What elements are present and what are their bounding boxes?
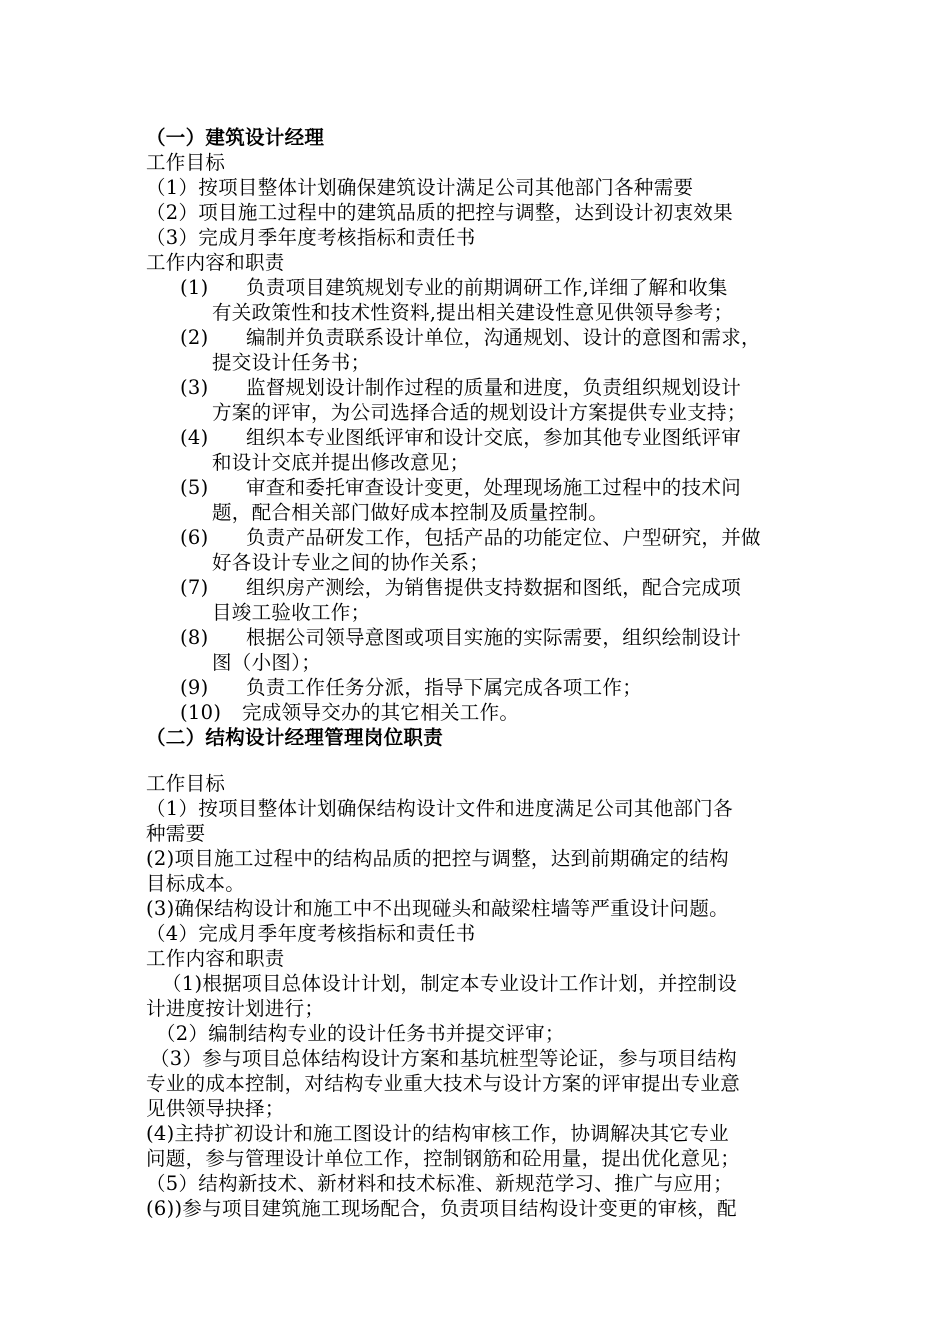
section2-goal-line: (3)确保结构设计和施工中不出现碰头和敲梁柱墙等严重设计问题。 <box>146 897 729 920</box>
section1-duties-label: 工作内容和职责 <box>146 251 285 274</box>
duty-text: 组织房产测绘，为销售提供支持数据和图纸，配合完成项 <box>246 576 742 599</box>
duty-text-cont: 有关政策性和技术性资料,提出相关建设性意见供领导参考； <box>212 301 734 324</box>
section1-goal: （3）完成月季年度考核指标和责任书 <box>146 226 476 249</box>
duty-text-cont: 提交设计任务书； <box>212 351 371 374</box>
duty-text: 审查和委托审查设计变更，处理现场施工过程中的技术问 <box>246 476 742 499</box>
section1-goals-label: 工作目标 <box>146 151 226 174</box>
section1-goal: （2）项目施工过程中的建筑品质的把控与调整，达到设计初衷效果 <box>146 201 733 224</box>
duty-text: 负责产品研发工作，包括产品的功能定位、户型研究，并做 <box>246 526 761 549</box>
section2-duty-line: (6))参与项目建筑施工现场配合，负责项目结构设计变更的审核，配 <box>146 1197 737 1220</box>
duty-text-cont: 好各设计专业之间的协作关系； <box>212 551 490 574</box>
section2-duty-line: （5）结构新技术、新材料和技术标准、新规范学习、推广与应用； <box>146 1172 733 1195</box>
section2-goals-label: 工作目标 <box>146 772 226 795</box>
section2-duty-line: （1)根据项目总体设计计划，制定本专业设计工作计划，并控制设 <box>162 972 738 995</box>
section2-duty-line: 计进度按计划进行； <box>146 997 325 1020</box>
section2-heading: （二）结构设计经理管理岗位职责 <box>146 726 444 749</box>
duty-text: 监督规划设计制作过程的质量和进度，负责组织规划设计 <box>246 376 742 399</box>
duty-number: (1) <box>180 276 209 299</box>
duty-text: 负责项目建筑规划专业的前期调研工作,详细了解和收集 <box>246 276 728 299</box>
section2-duty-line: 问题，参与管理设计单位工作，控制钢筋和砼用量，提出优化意见； <box>146 1147 741 1170</box>
section2-duty-line: (4)主持扩初设计和施工图设计的结构审核工作，协调解决其它专业 <box>146 1122 729 1145</box>
section2-goal-line: （1）按项目整体计划确保结构设计文件和进度满足公司其他部门各 <box>146 797 733 820</box>
duty-text: 根据公司领导意图或项目实施的实际需要，组织绘制设计 <box>246 626 742 649</box>
section2-goal-line: （4）完成月季年度考核指标和责任书 <box>146 922 476 945</box>
duty-number: (5) <box>180 476 209 499</box>
duty-text: 组织本专业图纸评审和设计交底，参加其他专业图纸评审 <box>246 426 742 449</box>
duty-number: (2) <box>180 326 209 349</box>
duty-number: (10) <box>180 701 222 724</box>
duty-number: (8) <box>180 626 209 649</box>
section2-duty-line: 见供领导抉择； <box>146 1097 285 1120</box>
section2-goal-line: 种需要 <box>146 822 206 845</box>
duty-number: (9) <box>180 676 209 699</box>
duty-text: 负责工作任务分派，指导下属完成各项工作； <box>246 676 643 699</box>
duty-text-cont: 图（小图）； <box>212 651 322 674</box>
section2-duties-label: 工作内容和职责 <box>146 947 285 970</box>
duty-number: (3) <box>180 376 209 399</box>
duty-number: (7) <box>180 576 209 599</box>
duty-text-cont: 目竣工验收工作； <box>212 601 371 624</box>
duty-text: 编制并负责联系设计单位，沟通规划、设计的意图和需求， <box>246 326 761 349</box>
duty-text-cont: 题，配合相关部门做好成本控制及质量控制。 <box>212 501 609 524</box>
section2-duty-line: （2）编制结构专业的设计任务书并提交评审； <box>156 1022 565 1045</box>
duty-text-cont: 方案的评审，为公司选择合适的规划设计方案提供专业支持； <box>212 401 747 424</box>
duty-text-cont: 和设计交底并提出修改意见； <box>212 451 470 474</box>
duty-number: (4) <box>180 426 209 449</box>
section1-heading: （一）建筑设计经理 <box>146 126 325 149</box>
section2-goal-line: (2)项目施工过程中的结构品质的把控与调整，达到前期确定的结构 <box>146 847 729 870</box>
section2-duty-line: （3）参与项目总体结构设计方案和基坑桩型等论证，参与项目结构 <box>150 1047 737 1070</box>
duty-number: (6) <box>180 526 209 549</box>
section2-duty-line: 专业的成本控制，对结构专业重大技术与设计方案的评审提出专业意 <box>146 1072 741 1095</box>
section1-goal: （1）按项目整体计划确保建筑设计满足公司其他部门各种需要 <box>146 176 694 199</box>
section2-goal-line: 目标成本。 <box>146 872 246 895</box>
duty-text: 完成领导交办的其它相关工作。 <box>242 701 520 724</box>
